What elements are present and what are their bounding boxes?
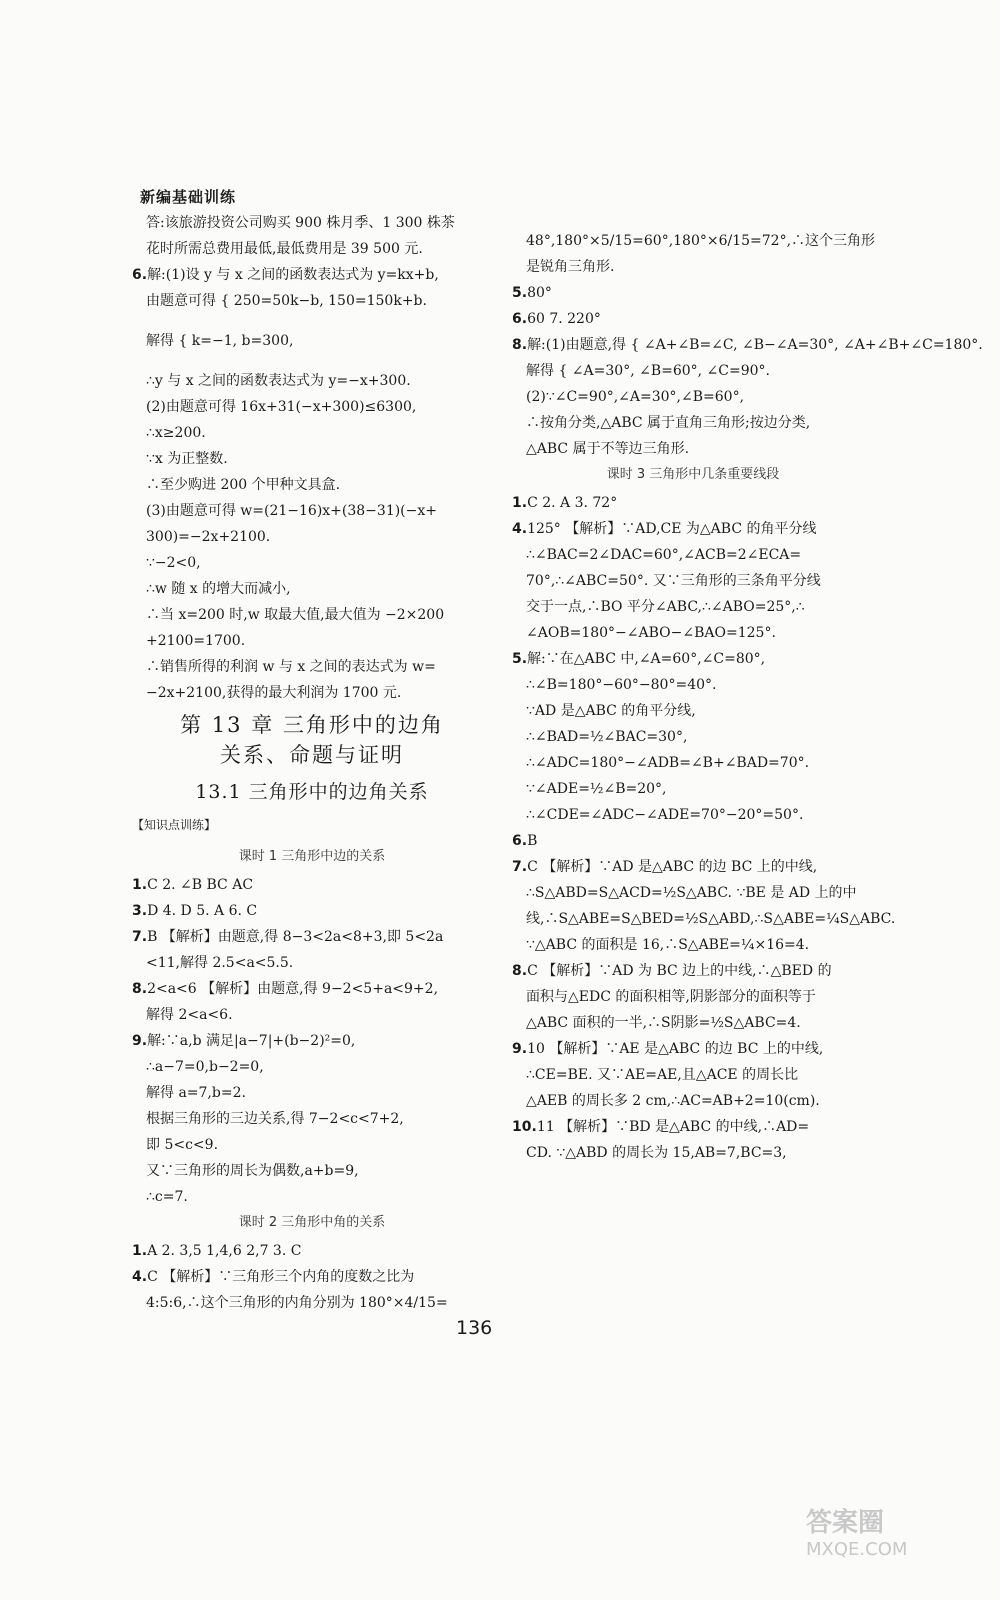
answer-line [132,528,492,546]
answer-line [132,332,492,366]
answer-text: 300)=−2x+2100. [146,529,271,545]
answer-line [132,554,492,572]
answer-text: 4:5:6,∴这个三角形的内角分别为 180°×4/15= [146,1295,448,1311]
answer-line [512,284,874,302]
answer-line [132,928,492,946]
answer-line [132,214,492,232]
answer-line [512,440,874,458]
answer-text: ∵−2<0, [146,555,201,571]
answer-line [132,1032,492,1050]
answer-line [132,372,492,390]
answer-text: D 4. D 5. A 6. C [147,903,258,919]
answer-text: C 【解析】∵AD 是△ABC 的边 BC 上的中线, [527,859,818,875]
answer-text: +2100=1700. [146,633,246,649]
answer-line [512,520,874,538]
answer-text: ∵x 为正整数. [146,451,228,467]
answer-line [512,388,874,406]
question-number: 5. [512,285,528,301]
answer-text: 又∵三角形的周长为偶数,a+b=9, [146,1163,359,1179]
answer-text: B 【解析】由题意,得 8−3<2a<8+3,即 5<2a [147,929,444,945]
answer-text: ∴∠ADC=180°−∠ADB=∠B+∠BAD=70°. [526,755,810,771]
answer-line [132,424,492,442]
answer-line [132,876,492,894]
answer-text: ∵△ABC 的面积是 16,∴S△ABE=¼×16=4. [526,937,810,953]
answer-line [132,240,492,258]
answer-line [132,1242,492,1260]
answer-line [132,1294,492,1312]
answer-text: ∴S△ABD=S△ACD=½S△ABC. ∵BE 是 AD 上的中 [526,885,857,901]
answer-line [512,806,874,824]
watermark-logo: 答案圈 MXQE.COM [806,1508,908,1560]
answer-text: ∴w 随 x 的增大而减小, [146,581,291,597]
answer-text: ∵∠ADE=½∠B=20°, [526,781,667,797]
question-number: 1. [132,1243,148,1259]
question-number: 7. [512,859,528,875]
question-number: 4. [512,521,528,537]
answer-line [132,1058,492,1076]
answer-text: ∴至少购进 200 个甲种文具盒. [146,477,341,493]
answer-text: 10 【解析】∵AE 是△ABC 的边 BC 上的中线, [527,1041,824,1057]
answer-line [132,606,492,624]
answer-text: A 2. 3,5 1,4,6 2,7 3. C [147,1243,302,1259]
answer-line [132,902,492,920]
answer-text: 解:∵在△ABC 中,∠A=60°,∠C=80°, [527,651,766,667]
answer-line [132,398,492,416]
question-number: 6. [512,311,528,327]
answer-line [132,450,492,468]
lesson-2-title: 课时 2 三角形中角的关系 [238,1215,386,1230]
answer-text: △AEB 的周长多 2 cm,∴AC=AB+2=10(cm). [526,1093,820,1109]
answer-line [132,580,492,598]
answer-text: ∴x≥200. [146,425,206,441]
question-number: 7. [132,929,148,945]
answer-text: C 2. A 3. 72° [527,495,618,511]
answer-line [512,1144,874,1162]
question-number: 6. [132,267,148,283]
answer-text: (2)由题意可得 16x+31(−x+300)≤6300, [146,399,417,415]
book-header: 新编基础训练 [140,188,237,206]
answer-line [512,624,874,642]
question-number: 6. [512,833,528,849]
question-number: 5. [512,651,528,667]
answer-text: 2<a<6 【解析】由题意,得 9−2<5+a<9+2, [147,981,439,997]
answer-text: ∴按角分类,△ABC 属于直角三角形;按边分类, [526,415,811,431]
answer-text: 70°,∴∠ABC=50°. 又∵三角形的三条角平分线 [526,573,821,589]
answer-line [512,988,874,1006]
answer-text: (3)由题意可得 w=(21−16)x+(38−31)(−x+ [146,503,438,519]
answer-line [512,780,874,798]
answer-text: B [527,833,538,849]
answer-line [132,1110,492,1128]
answer-text: 答:该旅游投资公司购买 900 株月季、1 300 株茶 [146,215,455,231]
answer-text: CD. ∵△ABD 的周长为 15,AB=7,BC=3, [526,1145,787,1161]
answer-text: 解:∵a,b 满足|a−7|+(b−2)²=0, [147,1033,356,1049]
answer-line [512,546,874,564]
answer-line [512,572,874,590]
answer-text: 面积与△EDC 的面积相等,阴影部分的面积等于 [526,989,816,1005]
answer-line [132,980,492,998]
answer-line [512,728,874,746]
answer-line [512,362,874,380]
answer-line [512,754,874,772]
answer-text: 125° 【解析】∵AD,CE 为△ABC 的角平分线 [527,521,817,537]
answer-line [512,676,874,694]
answer-line [132,684,492,702]
answer-line [512,1040,874,1058]
section-title: 13.1 三角形中的边角关系 [195,781,429,803]
answer-text: 11 【解析】∵BD 是△ABC 的中线,∴AD= [536,1119,810,1135]
answer-line [132,502,492,520]
answer-text: 解:(1)设 y 与 x 之间的函数表达式为 y=kx+b, [147,267,439,283]
answer-line [512,1118,874,1136]
left-column [132,214,492,1320]
answer-text: 80° [527,285,552,301]
answer-line [512,858,874,876]
knowledge-tag: 【知识点训练】 [132,818,217,832]
answer-text: C 2. ∠B BC AC [147,877,254,893]
question-number: 1. [132,877,148,893]
answer-line [512,258,874,276]
answer-line [512,414,874,432]
answer-line [512,702,874,720]
question-number: 1. [512,495,528,511]
answer-line [512,1066,874,1084]
answer-text: 解得 a=7,b=2. [146,1085,246,1101]
answer-text: 解得 2<a<6. [146,1007,233,1023]
answer-line [132,1006,492,1024]
lesson-3-title: 课时 3 三角形中几条重要线段 [606,467,780,482]
answer-text: ∴y 与 x 之间的函数表达式为 y=−x+300. [146,373,411,389]
answer-text: <11,解得 2.5<a<5.5. [146,955,294,971]
answer-line [132,292,492,326]
answer-line [512,336,983,354]
chapter-title: 第 13 章 三角形中的边角 关系、命题与证明 [180,713,444,767]
question-number: 8. [512,337,528,353]
answer-text: ∴∠B=180°−60°−80°=40°. [526,677,717,693]
answer-line [512,494,874,512]
answer-text: 60 7. 220° [527,311,601,327]
answer-text: 根据三角形的三边关系,得 7−2<c<7+2, [146,1111,404,1127]
answer-text: ∴∠BAD=½∠BAC=30°, [526,729,688,745]
answer-line [132,1136,492,1154]
answer-line [512,832,874,850]
answer-text: 花时所需总费用最低,最低费用是 39 500 元. [146,241,423,257]
answer-line [512,650,874,668]
page-number: 136 [456,1317,493,1339]
answer-text: ∴∠BAC=2∠DAC=60°,∠ACB=2∠ECA= [526,547,802,563]
answer-text: C 【解析】∵三角形三个内角的度数之比为 [147,1269,415,1285]
answer-line [132,1268,492,1286]
answer-text: 由题意可得 { 250=50k−b, 150=150k+b. [146,293,427,309]
lesson-1-title: 课时 1 三角形中边的关系 [238,849,386,864]
question-number: 8. [512,963,528,979]
answer-text: ∴c=7. [146,1189,188,1205]
answer-text: △ABC 属于不等边三角形. [526,441,690,457]
answer-text: ∴a−7=0,b−2=0, [146,1059,264,1075]
answer-text: ∵AD 是△ABC 的角平分线, [526,703,696,719]
answer-line [512,598,874,616]
answer-text: ∴∠CDE=∠ADC−∠ADE=70°−20°=50°. [526,807,804,823]
answer-line [132,1188,492,1206]
right-column [512,232,983,1170]
answer-line [132,1084,492,1102]
answer-text: ∴CE=BE. 又∵AE=AE,且△ACE 的周长比 [526,1067,799,1083]
answer-text: 交于一点,∴BO 平分∠ABC,∴∠ABO=25°,∴ [526,599,805,615]
answer-line [512,910,896,928]
question-number: 10. [512,1119,537,1135]
answer-line [132,1162,492,1180]
answer-line [512,962,874,980]
answer-text: −2x+2100,获得的最大利润为 1700 元. [146,685,402,701]
answer-line [512,884,874,902]
question-number: 8. [132,981,148,997]
question-number: 9. [512,1041,528,1057]
answer-text: △ABC 面积的一半,∴S阴影=½S△ABC=4. [526,1015,801,1031]
answer-text: 解得 { k=−1, b=300, [146,333,294,349]
answer-line [512,936,874,954]
answer-line [132,632,492,650]
answer-text: 解:(1)由题意,得 { ∠A+∠B=∠C, ∠B−∠A=30°, ∠A+∠B+∠C=180°. [527,337,983,353]
answer-line [512,1092,874,1110]
answer-text: 即 5<c<9. [146,1137,219,1153]
answer-line [132,658,492,676]
answer-text: 解得 { ∠A=30°, ∠B=60°, ∠C=90°. [526,363,770,379]
question-number: 9. [132,1033,148,1049]
answer-text: 48°,180°×5/15=60°,180°×6/15=72°,∴这个三角形 [526,233,876,249]
answer-line [132,266,492,284]
answer-line [512,232,874,250]
answer-text: C 【解析】∵AD 为 BC 边上的中线,∴△BED 的 [527,963,832,979]
answer-line [512,310,874,328]
question-number: 3. [132,903,148,919]
answer-text: (2)∵∠C=90°,∠A=30°,∠B=60°, [526,389,745,405]
answer-line [132,476,492,494]
question-number: 4. [132,1269,148,1285]
answer-text: ∴销售所得的利润 w 与 x 之间的表达式为 w= [146,659,436,675]
answer-line [132,954,492,972]
answer-text: ∠AOB=180°−∠ABO−∠BAO=125°. [526,625,776,641]
answer-line [512,1014,874,1032]
answer-text: 线,∴S△ABE=S△BED=½S△ABD,∴S△ABE=¼S△ABC. [526,911,896,927]
answer-text: ∴当 x=200 时,w 取最大值,最大值为 −2×200 [146,607,445,623]
answer-text: 是锐角三角形. [526,259,615,275]
